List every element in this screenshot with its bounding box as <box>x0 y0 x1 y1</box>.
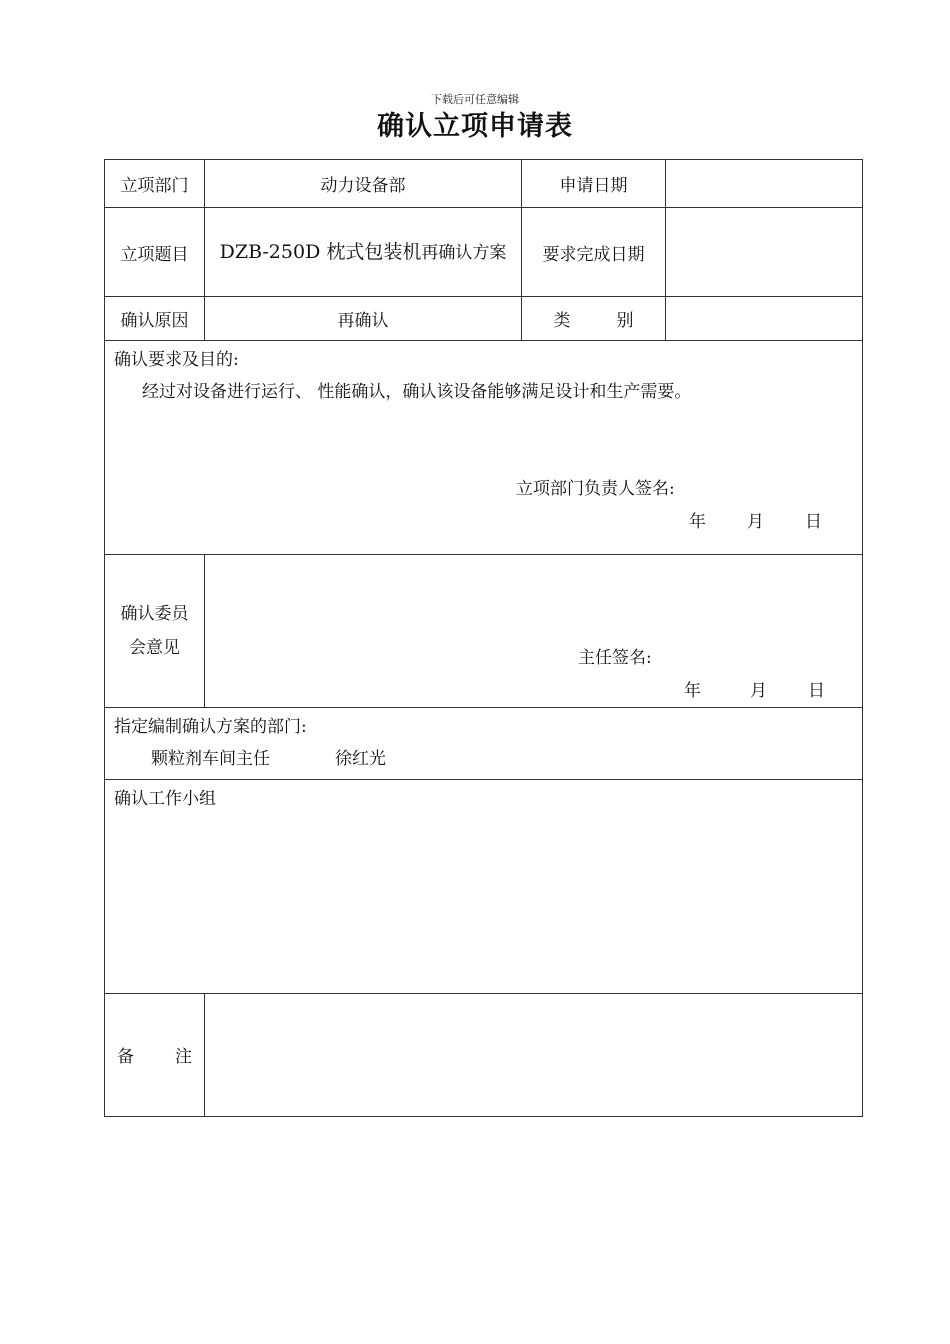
purpose-cell[interactable] <box>105 341 863 555</box>
reason-label: 确认原因 <box>105 297 205 341</box>
row-purpose <box>105 341 863 555</box>
due-date-label: 要求完成日期 <box>522 208 666 297</box>
dept-label: 立项部门 <box>105 160 205 208</box>
committee-month: 月 <box>750 681 767 701</box>
reason-value[interactable]: 再确认 <box>205 297 522 341</box>
dept-value[interactable]: 动力设备部 <box>205 160 522 208</box>
purpose-text: 经过对设备进行运行、 性能确认，确认该设备能够满足设计和生产需要。 <box>142 382 692 402</box>
committee-day: 日 <box>808 681 825 701</box>
work-group-cell[interactable] <box>105 780 863 994</box>
dept-head-signature-label: 立项部门负责人签名: <box>516 479 675 499</box>
topic-value-part1: DZB-250D 枕式包装机 <box>219 240 422 263</box>
committee-label-line2: 会意见 <box>129 638 180 658</box>
compile-dept-name: 颗粒剂车间主任 <box>151 749 270 769</box>
row-reason <box>105 297 863 341</box>
topic-value[interactable] <box>205 208 522 297</box>
row-remarks <box>105 994 863 1117</box>
due-date-value[interactable] <box>666 208 863 297</box>
row-work-group <box>105 780 863 994</box>
row-committee <box>105 555 863 708</box>
compile-dept-label: 指定编制确认方案的部门: <box>114 717 307 737</box>
committee-year: 年 <box>684 681 701 701</box>
purpose-label: 确认要求及目的: <box>114 350 239 370</box>
topic-value-part2: 再确认方案 <box>421 242 507 263</box>
apply-date-label: 申请日期 <box>522 160 666 208</box>
work-group-label: 确认工作小组 <box>114 789 216 809</box>
committee-opinion-cell[interactable] <box>205 555 863 708</box>
director-signature-label: 主任签名: <box>578 648 652 668</box>
remarks-value[interactable] <box>205 994 863 1117</box>
committee-date <box>684 676 844 700</box>
purpose-day: 日 <box>805 512 822 532</box>
remarks-label <box>105 994 205 1117</box>
row-topic <box>105 208 863 297</box>
category-label-char1: 类 <box>553 311 571 331</box>
apply-date-value[interactable] <box>666 160 863 208</box>
remarks-label-char2: 注 <box>175 1047 192 1067</box>
row-department <box>105 160 863 208</box>
category-label-char2: 别 <box>616 311 634 331</box>
row-compile-dept <box>105 708 863 780</box>
remarks-label-char1: 备 <box>117 1047 134 1067</box>
compile-dept-cell[interactable] <box>105 708 863 780</box>
committee-label <box>105 555 205 708</box>
compile-dept-person: 徐红光 <box>335 749 386 769</box>
category-value[interactable] <box>666 297 863 341</box>
committee-label-line1: 确认委员 <box>120 604 189 624</box>
application-form-table <box>104 159 863 1117</box>
topic-label: 立项题目 <box>105 208 205 297</box>
category-label <box>522 297 666 341</box>
purpose-year: 年 <box>689 512 706 532</box>
header-note: 下载后可任意编辑 <box>431 93 519 106</box>
page-title: 确认立项申请表 <box>377 111 573 142</box>
purpose-month: 月 <box>747 512 764 532</box>
purpose-date <box>689 507 849 531</box>
